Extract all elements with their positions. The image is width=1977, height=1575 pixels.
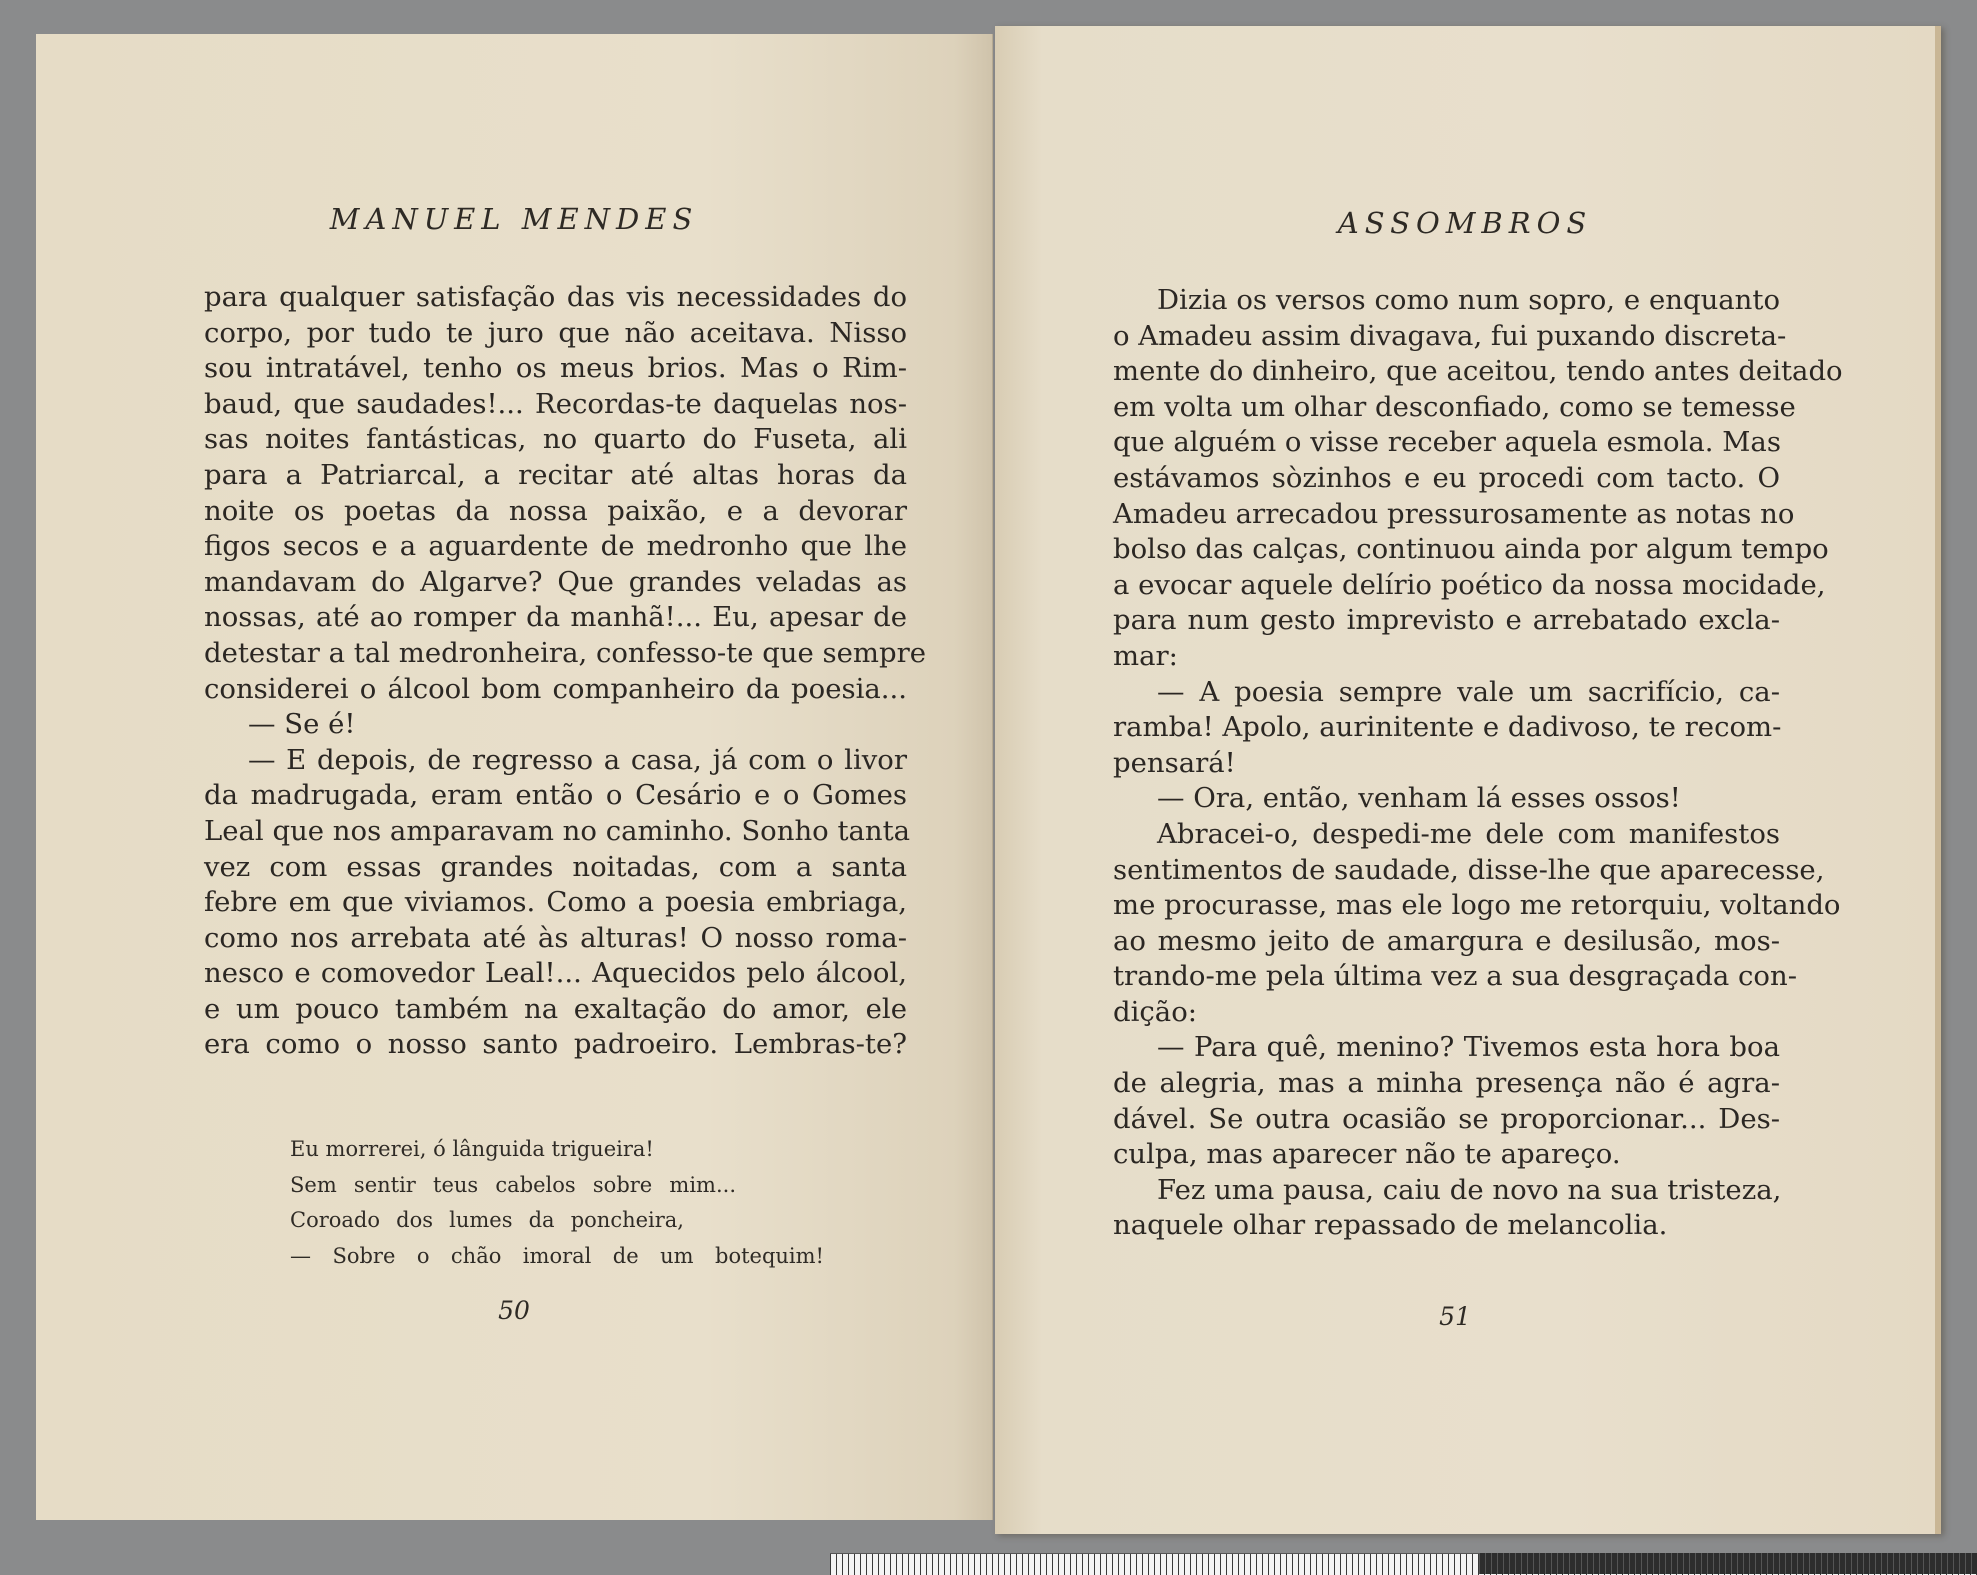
left-page xyxy=(36,34,993,1520)
text-line: de alegria, mas a minha presença não é agra- xyxy=(1113,1067,1780,1100)
text-line: — Ora, então, venham lá esses ossos! xyxy=(1157,782,1681,815)
verse-line: Sem sentir teus cabelos sobre mim... xyxy=(290,1172,736,1197)
text-line: — A poesia sempre vale um sacrifício, ca- xyxy=(1157,675,1780,708)
text-line: mar: xyxy=(1113,639,1178,672)
text-line: noite os poetas da nossa paixão, e a devorar xyxy=(204,494,907,527)
text-line: vez com essas grandes noitadas, com a santa xyxy=(204,850,907,883)
text-line: mandavam do Algarve? Que grandes veladas as xyxy=(204,565,907,598)
verse-line: Coroado dos lumes da poncheira, xyxy=(290,1208,684,1232)
text-line: nesco e comovedor Leal!... Aquecidos pelo álcool, xyxy=(204,957,907,990)
text-line: em volta um olhar desconfiado, como se temesse xyxy=(1113,390,1796,423)
text-line: pensará! xyxy=(1113,746,1236,779)
text-line: que alguém o visse receber aquela esmola. Mas xyxy=(1113,426,1781,459)
text-line: figos secos e a aguardente de medronho que lhe xyxy=(204,530,907,563)
text-line: nossas, até ao romper da manhã!... Eu, apesar de xyxy=(204,601,907,634)
text-line: Dizia os versos como num sopro, e enquanto xyxy=(1157,284,1780,316)
text-line: era como o nosso santo padroeiro. Lembras-te? xyxy=(204,1028,907,1061)
text-line: me procurasse, mas ele logo me retorquiu, voltando xyxy=(1113,889,1841,922)
right-page-body xyxy=(1113,283,1843,1244)
text-line: como nos arrebata até às alturas! O nosso roma- xyxy=(204,921,907,954)
text-line: considerei o álcool bom companheiro da poesia... xyxy=(204,672,907,705)
page-number-right: 51 xyxy=(1439,1302,1471,1331)
text-line: Fez uma pausa, caiu de novo na sua tristeza, xyxy=(1157,1173,1782,1206)
text-line: dável. Se outra ocasião se proporcionar... Des- xyxy=(1113,1102,1780,1135)
text-line: Abracei-o, despedi-me dele com manifestos xyxy=(1157,817,1780,850)
text-line: sas noites fantásticas, no quarto do Fuseta, ali xyxy=(204,423,907,456)
text-line: sou intratável, tenho os meus brios. Mas o Rim- xyxy=(204,352,907,385)
text-line: baud, que saudades!... Recordas-te daquelas nos- xyxy=(204,387,907,420)
verse-quotation xyxy=(290,1132,824,1274)
text-line: trando-me pela última vez a sua desgraçada con- xyxy=(1113,960,1797,993)
running-header-left: MANUEL MENDES xyxy=(329,202,699,236)
text-line: dição: xyxy=(1113,995,1198,1028)
text-line: febre em que viviamos. Como a poesia embriaga, xyxy=(204,886,907,919)
running-header-right: ASSOMBROS xyxy=(1337,206,1593,240)
verse-line: — Sobre o chão imoral de um botequim! xyxy=(290,1243,824,1268)
text-line: ao mesmo jeito de amargura e desilusão, mos- xyxy=(1113,924,1780,957)
text-line: mente do dinheiro, que aceitou, tendo antes deitado xyxy=(1113,355,1843,388)
scale-ruler-dark-segment xyxy=(1479,1553,1977,1574)
left-page-body xyxy=(204,280,927,1063)
text-line: a evocar aquele delírio poético da nossa mocidade, xyxy=(1113,568,1826,601)
text-line: e um pouco também na exaltação do amor, ele xyxy=(204,992,907,1025)
text-line: para qualquer satisfação das vis necessidades do xyxy=(204,281,907,313)
text-line: para a Patriarcal, a recitar até altas horas da xyxy=(204,458,907,491)
text-line: corpo, por tudo te juro que não aceitava. Nisso xyxy=(204,316,907,349)
text-line: para num gesto imprevisto e arrebatado excla- xyxy=(1113,604,1780,637)
text-line: estávamos sòzinhos e eu procedi com tacto. O xyxy=(1113,461,1780,494)
text-line: bolso das calças, continuou ainda por algum tempo xyxy=(1113,533,1829,566)
text-line: — Para quê, menino? Tivemos esta hora boa xyxy=(1157,1031,1780,1064)
text-line: — Se é! xyxy=(248,708,356,741)
text-line: — E depois, de regresso a casa, já com o livor xyxy=(248,743,907,776)
text-line: sentimentos de saudade, disse-lhe que aparecesse, xyxy=(1113,853,1825,886)
text-line: Amadeu arrecadou pressurosamente as notas no xyxy=(1113,497,1795,530)
right-page xyxy=(995,26,1941,1534)
text-line: da madrugada, eram então o Cesário e o Gomes xyxy=(204,779,907,812)
text-line: ramba! Apolo, aurinitente e dadivoso, te recom- xyxy=(1113,711,1782,744)
text-line: o Amadeu assim divagava, fui puxando discreta- xyxy=(1113,319,1787,352)
verse-line: Eu morrerei, ó lânguida trigueira! xyxy=(290,1137,654,1161)
text-line: naquele olhar repassado de melancolia. xyxy=(1113,1209,1668,1242)
page-number-left: 50 xyxy=(498,1296,530,1325)
text-line: culpa, mas aparecer não te apareço. xyxy=(1113,1138,1621,1171)
text-line: detestar a tal medronheira, confesso-te que sempre xyxy=(204,636,927,669)
text-line: Leal que nos amparavam no caminho. Sonho tanta xyxy=(204,814,911,847)
